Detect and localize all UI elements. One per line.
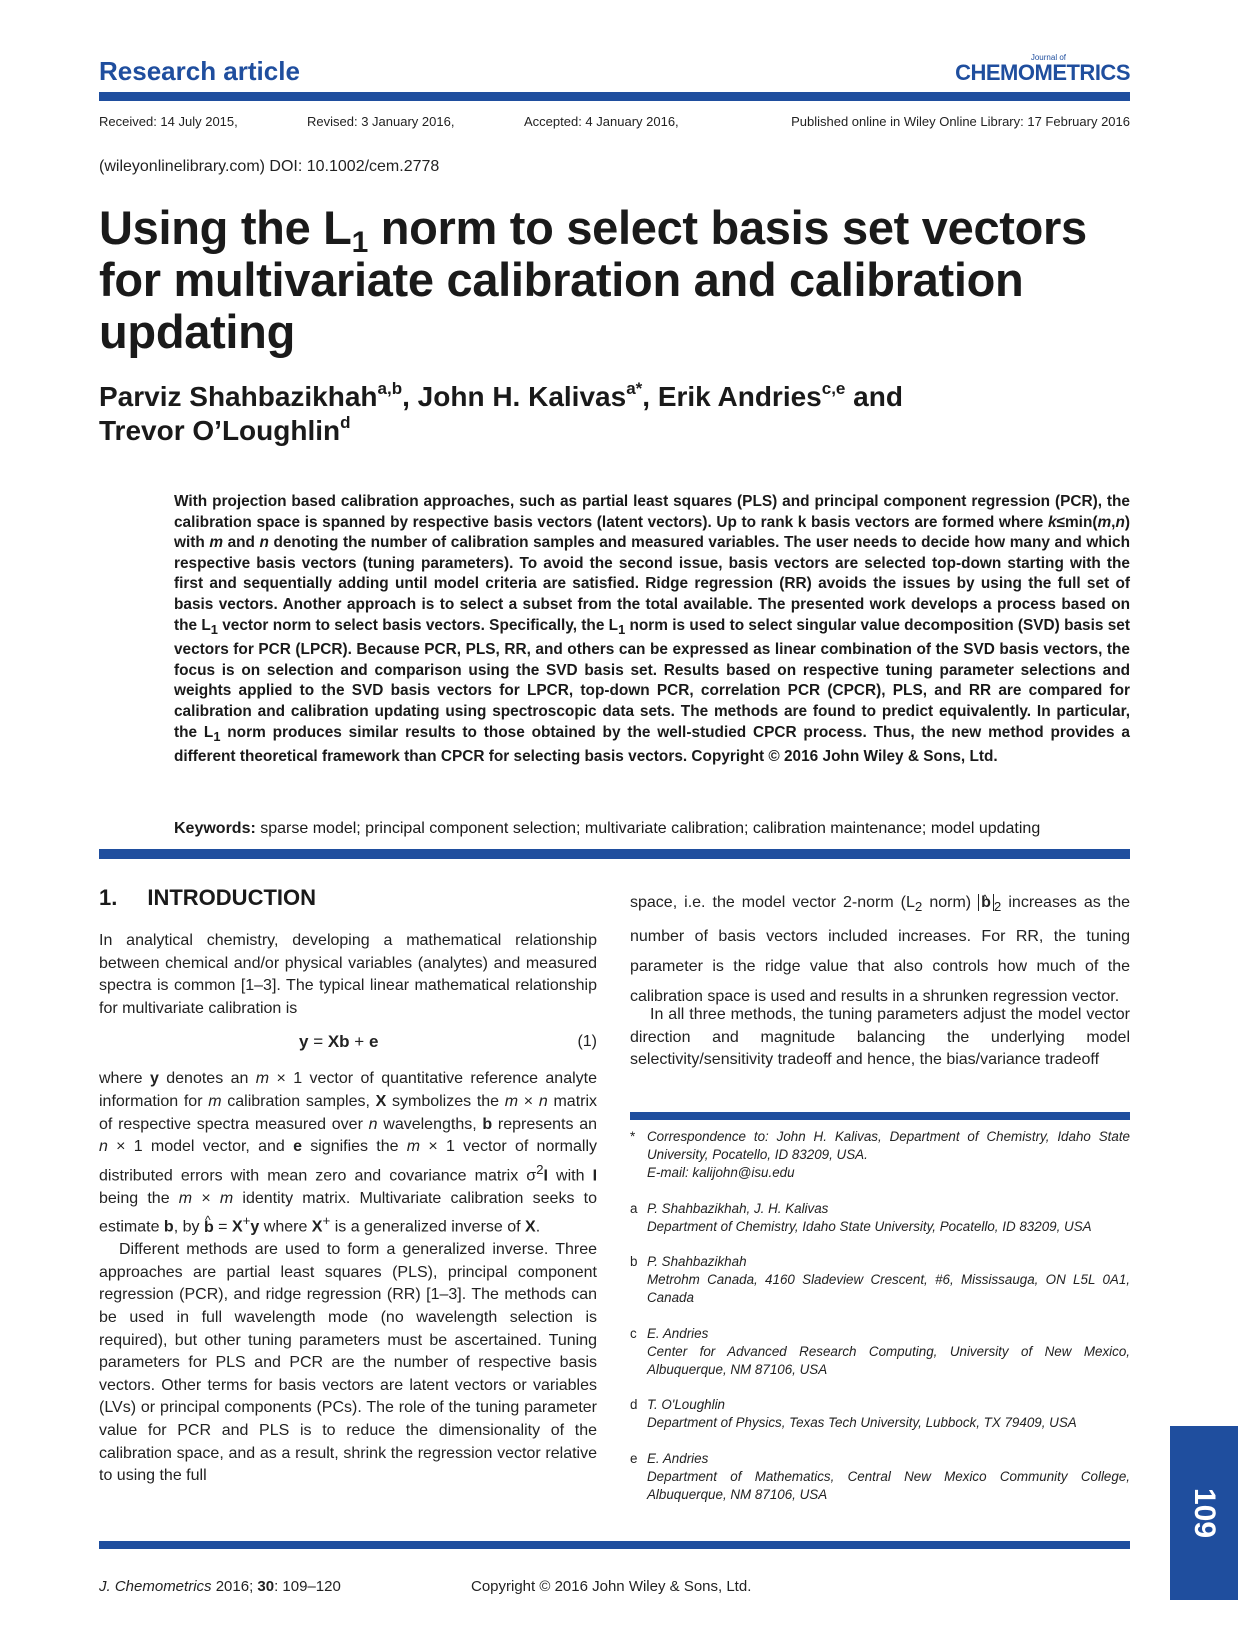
accepted-date: Accepted: 4 January 2016, xyxy=(524,114,679,129)
intro-paragraph: In analytical chemistry, developing a mathematical relationship between chemical and/or physical variables (analytes) and measured spectra is common [1–3]. The typical linear mathematical relationship for multivariate calibration is xyxy=(99,932,597,1017)
intro-paragraph: Different methods are used to form a generalized inverse. Three approaches are partial least squares (PLS), principal component regression (PCR), and ridge regression (RR) [1–3]. The methods can be used in full wavelength mode (no wavelength selection is required), but other tuning parameters must be ascertained. Tuning parameters for PLS and PCR are the number of respective basis vectors. Other terms for basis vectors are latent vectors or variables (LVs) or principal components (PCs). The role of the tuning parameter value for PCR and PLS is to reduce the dimensionality of the calibration space, and as a result, shrink the regression vector relative to using the full xyxy=(99,1241,597,1485)
intro-paragraph: space, i.e. the model vector 2-norm ($L_2$ norm) ^ b $_2$ increases as the number of basis vectors included increases. For RR, the tuning parameter is the ridge value that also controls how much of the calibration space is used and results in a shrunken regression vector. xyxy=(630,888,1130,1012)
footer-copyright: Copyright © 2016 John Wiley & Sons, Ltd. xyxy=(471,1578,752,1595)
section-title: INTRODUCTION xyxy=(147,885,317,910)
footnotes xyxy=(630,1128,1130,1521)
equation-body: y = Xb + e xyxy=(299,1032,379,1052)
intro-left-column xyxy=(99,930,597,1488)
intro-right-column xyxy=(630,888,1130,1072)
page-number-tab xyxy=(1170,1426,1238,1600)
author-name: Trevor O’Loughlin xyxy=(99,415,341,446)
page-number: 109 xyxy=(1188,1487,1221,1539)
equation-1 xyxy=(99,1026,597,1060)
author-name: Parviz Shahbazikhah xyxy=(99,381,378,412)
header-rule xyxy=(99,92,1130,101)
keywords xyxy=(174,820,1134,838)
published-date: Published online in Wiley Online Library: 17 February 2016 xyxy=(791,114,1130,129)
received-date: Received: 14 July 2015, xyxy=(99,114,238,129)
footer-rule xyxy=(99,1541,1130,1549)
intro-paragraph: where y denotes an m × 1 vector of quantitative reference analyte information for m calibration samples, X symbolizes the m × n matrix of respective spectra measured over n wavelengths, b represents an n × 1 model vector, and e signifies the m × 1 vector of normally distributed errors with mean zero and covariance matrix $\sigma^2I$ with I being the m × m identity matrix. Multivariate calibration seeks to estimate b, by ^ b = X+y where X+ is a generalized inverse of X. xyxy=(99,1068,597,1239)
article-type: Research article xyxy=(99,56,300,86)
keywords-rule xyxy=(99,849,1130,859)
author-name: John H. Kalivas xyxy=(417,381,627,412)
journal-logo xyxy=(955,54,1130,84)
footnote: b P. Shahbazikhah Metrohm Canada, 4160 Sladeview Crescent, #6, Mississauga, ON L5L 0A1, Canada xyxy=(630,1254,1130,1306)
footnote: d T. O'Loughlin Department of Physics, Texas Tech University, Lubbock, TX 79409, USA xyxy=(630,1397,1077,1431)
footnote: e E. Andries Department of Mathematics, Central New Mexico Community College, Albuquerque, NM 87106, USA xyxy=(630,1450,1130,1503)
journal-logo-small: Journal of xyxy=(1030,53,1066,62)
article-title: Using the $L_1$ norm to select basis set vectors for multivariate calibration and calibration updating xyxy=(99,201,1087,358)
doi-line: (wileyonlinelibrary.com) DOI: 10.1002/cem.2778 xyxy=(99,158,440,175)
norm-expression: ^ b xyxy=(978,894,994,911)
footnote-rule xyxy=(630,1112,1130,1120)
abstract: With projection based calibration approaches, such as partial least squares (PLS) and principal component regression (PCR), the calibration space is spanned by respective basis vectors (latent vectors). Up to rank k basis vectors are formed where k≤min(m,n) with m and n denoting the number of calibration samples and measured variables. The user needs to decide how many and which respective basis vectors (tuning parameters). To avoid the second issue, basis vectors are selected top-down starting with the first and sequentially adding until model criteria are satisfied. Ridge regression (RR) avoids the issues by using the full set of basis vectors. Another approach is to select a subset from the total available. The presented work develops a process based on the $L_1$ vector norm to select basis vectors. Specifically, the $L_1$ norm is used to select singular value decomposition (SVD) basis set vectors for PCR (LPCR). Because PCR, PLS, RR, and others can be expressed as linear combination of the SVD basis vectors, the focus is on selection and comparison using the SVD basis set. Results based on respective tuning parameter selections and weights applied to the SVD basis vectors for LPCR, top-down PCR, correlation PCR (CPCR), PLS, and RR are compared for calibration and calibration updating using spectroscopic data sets. The methods are found to predict equivalently. In particular, the $L_1$ norm produces similar results to those obtained by the well-studied CPCR process. Thus, the new method provides a different theoretical framework than CPCR for selecting basis vectors. Copyright © 2016 John Wiley & Sons, Ltd. xyxy=(174,493,1130,766)
journal-logo-name: CHEMOMETRICS xyxy=(955,60,1130,85)
section-heading xyxy=(99,885,316,911)
keywords-text: sparse model; principal component selection; multivariate calibration; calibration maintenance; model updating xyxy=(255,820,1041,837)
footer-citation: J. Chemometrics 2016; 30: 109–120 xyxy=(99,1578,341,1595)
footnote: * Correspondence to: John H. Kalivas, Department of Chemistry, Idaho State University, Pocatello, ID 83209, USA. E-mail: kalijohn@isu.edu xyxy=(630,1129,1130,1181)
keywords-label: Keywords: xyxy=(174,820,256,837)
author-name: Erik Andries xyxy=(657,381,822,412)
section-number: 1. xyxy=(99,885,118,910)
footnote: c E. Andries Center for Advanced Research Computing, University of New Mexico, Albuquerque, NM 87106, USA xyxy=(630,1325,1130,1378)
equation-number: (1) xyxy=(577,1033,597,1051)
intro-paragraph: In all three methods, the tuning parameters adjust the model vector direction and magnitude balancing the underlying model selectivity/sensitivity tradeoff and hence, the bias/variance tradeoff xyxy=(630,1006,1130,1069)
footnote: a P. Shahbazikhah, J. H. Kalivas Department of Chemistry, Idaho State University, Pocatello, ID 83209, USA xyxy=(630,1200,1092,1234)
revised-date: Revised: 3 January 2016, xyxy=(307,114,455,129)
author-list: Parviz Shahbazikhah$^{a,b}$, John H. Kalivas$^{a*}$, Erik Andries$^{c,e}$ and Trevor O’Loughlin$^d$ xyxy=(99,379,903,446)
